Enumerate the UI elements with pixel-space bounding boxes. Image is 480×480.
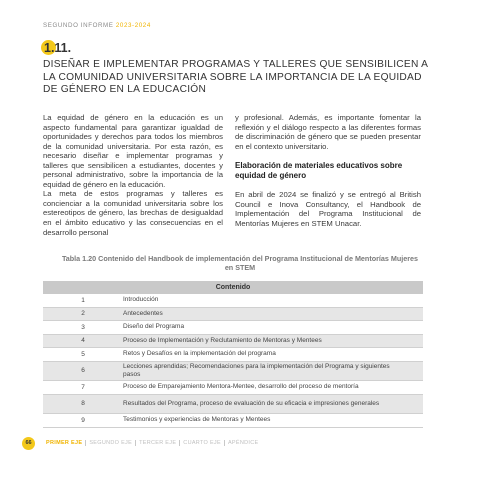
- body-paragraph: La meta de estos programas y talleres es concienciar a la comunidad universitaria sobre los estereotipos de género, las brechas de desigualdad en el ámbito educativo y las consecuencias en el desarrollo personal: [43, 189, 223, 237]
- table-row-text: Antecedentes: [123, 309, 163, 317]
- table-header: Contenido: [43, 281, 423, 294]
- footer-nav-segundo-eje[interactable]: SEGUNDO EJE: [85, 440, 135, 446]
- body-column-right: [235, 113, 421, 229]
- report-header: [43, 22, 151, 29]
- table-row: [43, 414, 423, 428]
- subsection-heading: Elaboración de materiales educativos sobre equidad de género: [235, 161, 403, 180]
- table-row-number: 8: [81, 400, 85, 408]
- table-row-number: 9: [81, 416, 85, 424]
- table-row: [43, 395, 423, 415]
- footer-nav-apendice[interactable]: APÉNDICE: [224, 440, 262, 446]
- table-row-text: Retos y Desafíos en la implementación del programa: [123, 350, 276, 358]
- section-title-line: DE GÉNERO EN LA EDUCACIÓN: [43, 84, 207, 96]
- table-row: [43, 348, 423, 362]
- page-number: 66: [22, 437, 35, 450]
- footer-nav-cuarto-eje[interactable]: CUARTO EJE: [179, 440, 224, 446]
- table-row: [43, 308, 423, 322]
- table-row-number: 6: [81, 367, 85, 375]
- section-number: 1.11.: [44, 41, 72, 55]
- table-row-text: Resultados del Programa, proceso de evaluación de su eficacia e impresiones generales: [123, 399, 380, 407]
- table-caption: Tabla 1.20 Contenido del Handbook de implementación del Programa Institucional de Mentorías Mujeres en STEM: [61, 254, 419, 272]
- body-paragraph: La equidad de género en la educación es un aspecto fundamental para garantizar igualdad de oportunidades y derechos para todos los miembros de la comunidad universitaria. Por esta razón, es necesario diseñar e implementar programas y talleres que sensibilicen a estudiantes, docentes y personal administrativo, sobre la importancia de la equidad de género en la educación.: [43, 113, 223, 189]
- footer-nav-tercer-eje[interactable]: TERCER EJE: [135, 440, 179, 446]
- table-row-text: Proceso de Implementación y Reclutamiento de Mentoras y Mentees: [123, 336, 322, 344]
- section-title: [43, 59, 429, 97]
- section-number-badge: [41, 40, 71, 56]
- footer-nav: [46, 440, 261, 446]
- table-row: [43, 362, 423, 382]
- table-row-number: 1: [81, 296, 85, 304]
- table-row-text: Introducción: [123, 296, 159, 304]
- report-header-year: 2023-2024: [115, 22, 151, 29]
- table-row-text: Diseño del Programa: [123, 323, 185, 331]
- body-paragraph: y profesional. Además, es importante fomentar la reflexión y el diálogo respecto a las diferentes formas de discriminación de género que se pueden presentar en el contexto universitario.: [235, 113, 421, 151]
- body-paragraph: En abril de 2024 se finalizó y se entregó al British Council e Inova Consultancy, el Handbook de Implementación del Programa Institucional de Mentorías Mujeres en STEM Unacar.: [235, 190, 421, 229]
- report-header-label: SEGUNDO INFORME: [43, 22, 114, 29]
- section-title-line: DISEÑAR E IMPLEMENTAR PROGRAMAS Y TALLERES QUE SENSIBILICEN A: [43, 59, 429, 70]
- table-row-text: Testimonios y experiencias de Mentoras y Mentees: [123, 416, 271, 424]
- table-row-number: 4: [81, 337, 85, 345]
- table-row-number: 5: [81, 350, 85, 358]
- footer-nav-primer-eje[interactable]: PRIMER EJE: [46, 440, 83, 446]
- contents-table: [43, 281, 423, 428]
- table-row: [43, 321, 423, 335]
- table-row-number: 3: [81, 323, 85, 331]
- body-column-left: [43, 113, 223, 237]
- table-row-text: Proceso de Emparejamiento Mentora-Mentee, desarrollo del proceso de mentoría: [123, 383, 359, 391]
- table-row-text: Lecciones aprendidas; Recomendaciones para la implementación del Programa y siguientes pasos: [123, 362, 390, 378]
- table-row-number: 2: [81, 310, 85, 318]
- table-row: [43, 381, 423, 395]
- table-row: [43, 335, 423, 349]
- page-footer: [22, 437, 442, 449]
- table-row: [43, 294, 423, 308]
- section-title-line: LA COMUNIDAD UNIVERSITARIA SOBRE LA IMPORTANCIA DE LA EQUIDAD: [43, 71, 422, 83]
- table-row-number: 7: [81, 383, 85, 391]
